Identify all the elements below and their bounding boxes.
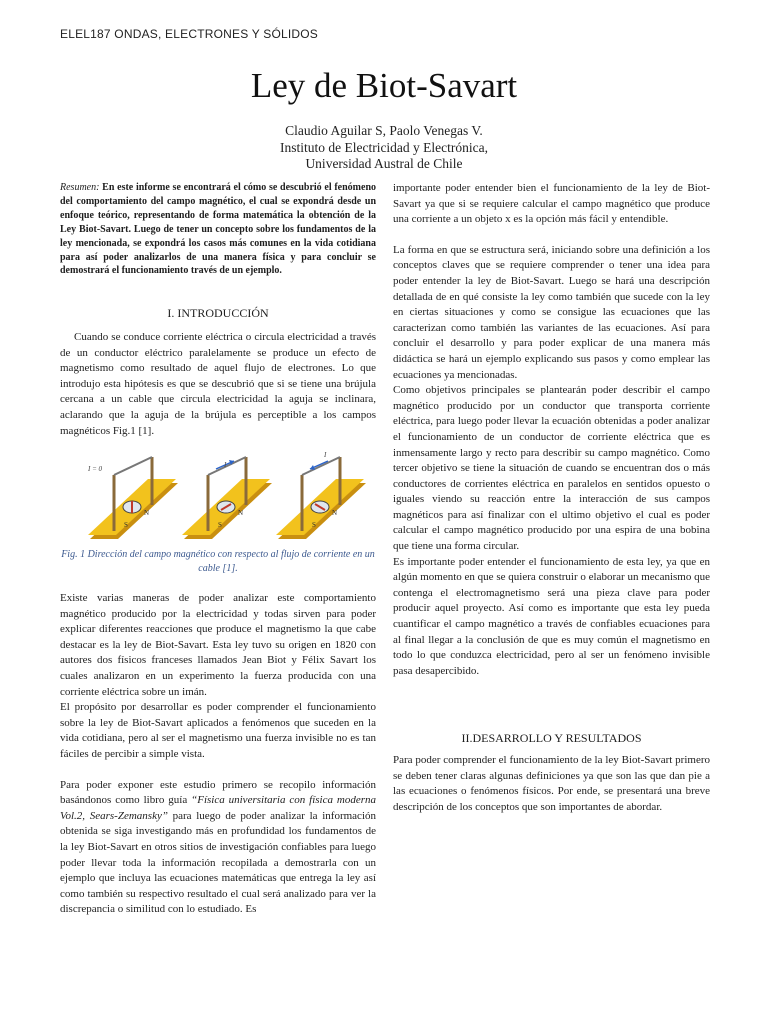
intro-paragraph-4-end: para luego de poder analizar la información obtenida se siga investigando más en profundidad los fundamentos de la ley Biot-Savart en otros sitios de investigación confiables para luego poder llevar toda la información recopilada a demostrarla con un ejemplo que incluya las ecuaciones matemáticas que entrega la ley así como también su respectivo resultado el cual será analizado para ver la discrepancia o similitud con lo estudiado. Es <box>60 809 376 916</box>
left-column <box>60 181 376 918</box>
abstract <box>60 181 376 278</box>
section-heading-development: II.DESARROLLO Y RESULTADOS <box>461 731 642 746</box>
label-current: I <box>224 461 227 470</box>
guide-book-title: “Física universitaria con física moderna Vol.2, Sears-Zemansky” <box>60 794 376 822</box>
abstract-text: En este informe se encontrará el cómo se descubrió el fenómeno del comportamiento del campo magnético, el cual se expondrá desde un enfoque teórico, representando de forma matemática la obtención de la Ley Biot-Savart. Luego de tener un concepto sobre los fundamentos de la ley mencionada, se expondrá los casos más comunes en la vida cotidiana para así poder analizarlos de una manera física y para concluir se demostrará el funcionamiento través de un ejemplo. <box>60 182 377 277</box>
development-paragraph-1: Para poder comprender el funcionamiento de la ley Biot-Savart primero se deben tener claras algunas definiciones ya que son las que dan pie a las ecuaciones o fenómenos físicos. Por ende, se presentará una breve descripción de los conceptos que son importantes de abordar. <box>393 754 710 813</box>
label-north: N <box>332 509 338 518</box>
label-south: S <box>312 521 316 530</box>
author-block <box>0 123 768 173</box>
section-heading-introduction: I. INTRODUCCIÓN <box>167 306 269 321</box>
wire <box>302 457 340 475</box>
right-paragraph-4: Es importante poder entender el funcionamiento de esta ley, ya que en algún momento en que se quiera construir o elaborar un mecanismo que contenga el electromagnetismo será una pieza clave para poder producir aquel proyecto. Así como es importante que esta ley pueda cuantificar el campo magnético a través de confiables ecuaciones para al final llegar a la conclusión de que es muy común el magnetismo en todo lo que conduzca electricidad, pero al ser un fenómeno invisible pasa desapercibido. <box>393 555 710 677</box>
figure-caption: Fig. 1 Dirección del campo magnético con respecto al flujo de corriente en un cable [1]. <box>61 549 375 574</box>
right-paragraph-2: La forma en que se estructura será, iniciando sobre una definición a los conceptos claves que se requiere comprender o tener una idea para poder entender la ley de Biot-Savart. Luego se hará una descripción detallada de en qué consiste la ley como también que sucede con la ley en ciertas situaciones y como se consigue las ecuaciones que las caracterizan como también las variantes de las ecuaciones. Así para concluir el desarrollo y para poder explicar de una manera más didáctica se hará un ejemplo explicando sus pasos y como emplear las ecuaciones ya mencionadas. <box>393 243 710 381</box>
right-column <box>393 181 710 815</box>
panel-3 <box>276 451 366 539</box>
paper-title: Ley de Biot-Savart <box>250 66 518 105</box>
figure-illustration <box>60 447 376 547</box>
intro-paragraph-2: Existe varias maneras de poder analizar este comportamiento magnético producido por la electricidad y todas sirven para poder explicar diferentes reacciones que produce el magnetismo la que cabe destacar es la ley de Biot-Savart. Esta ley tuvo su origen en 1820 con autores dos físicos franceses llamados Jean Biot y Félix Savart los cuales analizaron en un experimento la fuerza producida con una corriente eléctrica sobre un imán. <box>60 592 376 698</box>
author-university: Universidad Austral de Chile <box>305 156 463 171</box>
intro-paragraph-4-start: Para poder exponer este estudio primero se recopilo información basándonos como libro guía <box>60 778 376 807</box>
label-south: S <box>218 521 222 530</box>
intro-paragraph-1: Cuando se conduce corriente eléctrica o circula electricidad a través de un conductor eléctrico paralelamente se produce un efecto de magnetismo como resultado de aquel flujo de electrones. Lo que introdujo esta hipótesis es que se descubrió que si se tiene una brújula cercana a un cable que circula electricidad la aguja se inclinara, aclarando que la aguja de la brújula es perceptible a los campos magnéticos Fig.1 [1]. <box>60 330 376 437</box>
panel-1 <box>87 457 178 539</box>
running-header: ELEL187 ONDAS, ELECTRONES Y SÓLIDOS <box>60 27 318 41</box>
intro-paragraph-4 <box>60 778 376 918</box>
right-paragraph-3: Como objetivos principales se plantearán poder describir el campo magnético producido por un conductor que transporta corriente eléctrica, para luego poder llevar la ecuación obtenidas a poder analizar el funcionamiento de un conductor de corriente eléctrica que es inmensamente largo y recto para describir su campo magnético. Como tercer objetivo se tiene la situación de cuando se encuentran dos o más conductores de corrientes eléctrica en paralelos en sentidos opuesto o iguales viendo su reacción entre la interacción de sus campos magnéticos para así finalizar con el ultimo objetivo el cual es poder calcular el campo magnético producido por una espira de una bobina que tiene una forma circular. <box>393 384 710 553</box>
label-current-zero: I = 0 <box>88 465 103 474</box>
wire <box>208 457 246 475</box>
abstract-label: Resumen: <box>60 182 100 193</box>
figure-compass-wires <box>60 447 376 547</box>
author-names: Claudio Aguilar S, Paolo Venegas V. <box>285 123 483 138</box>
author-institute: Instituto de Electricidad y Electrónica, <box>279 139 489 155</box>
right-paragraph-1: importante poder entender bien el funcionamiento de la ley de Biot-Savart ya que si se requiere calcular el campo magnético que produce una corriente a un objeto x es la opción más fácil y entendible. <box>393 182 710 226</box>
label-north: N <box>144 509 150 518</box>
label-south: S <box>124 521 128 530</box>
label-north: N <box>238 509 244 518</box>
panel-2 <box>182 457 272 539</box>
label-current: I <box>324 451 327 460</box>
intro-paragraph-3: El propósito por desarrollar es poder comprender el funcionamiento sobre la ley de Biot-Savart aplicados a fenómenos que suceden en la vida cotidiana, pero al ser el magnetismo una fuerza invisible no es tan fáciles de percibir a simple vista. <box>60 701 376 761</box>
wire <box>114 457 152 475</box>
